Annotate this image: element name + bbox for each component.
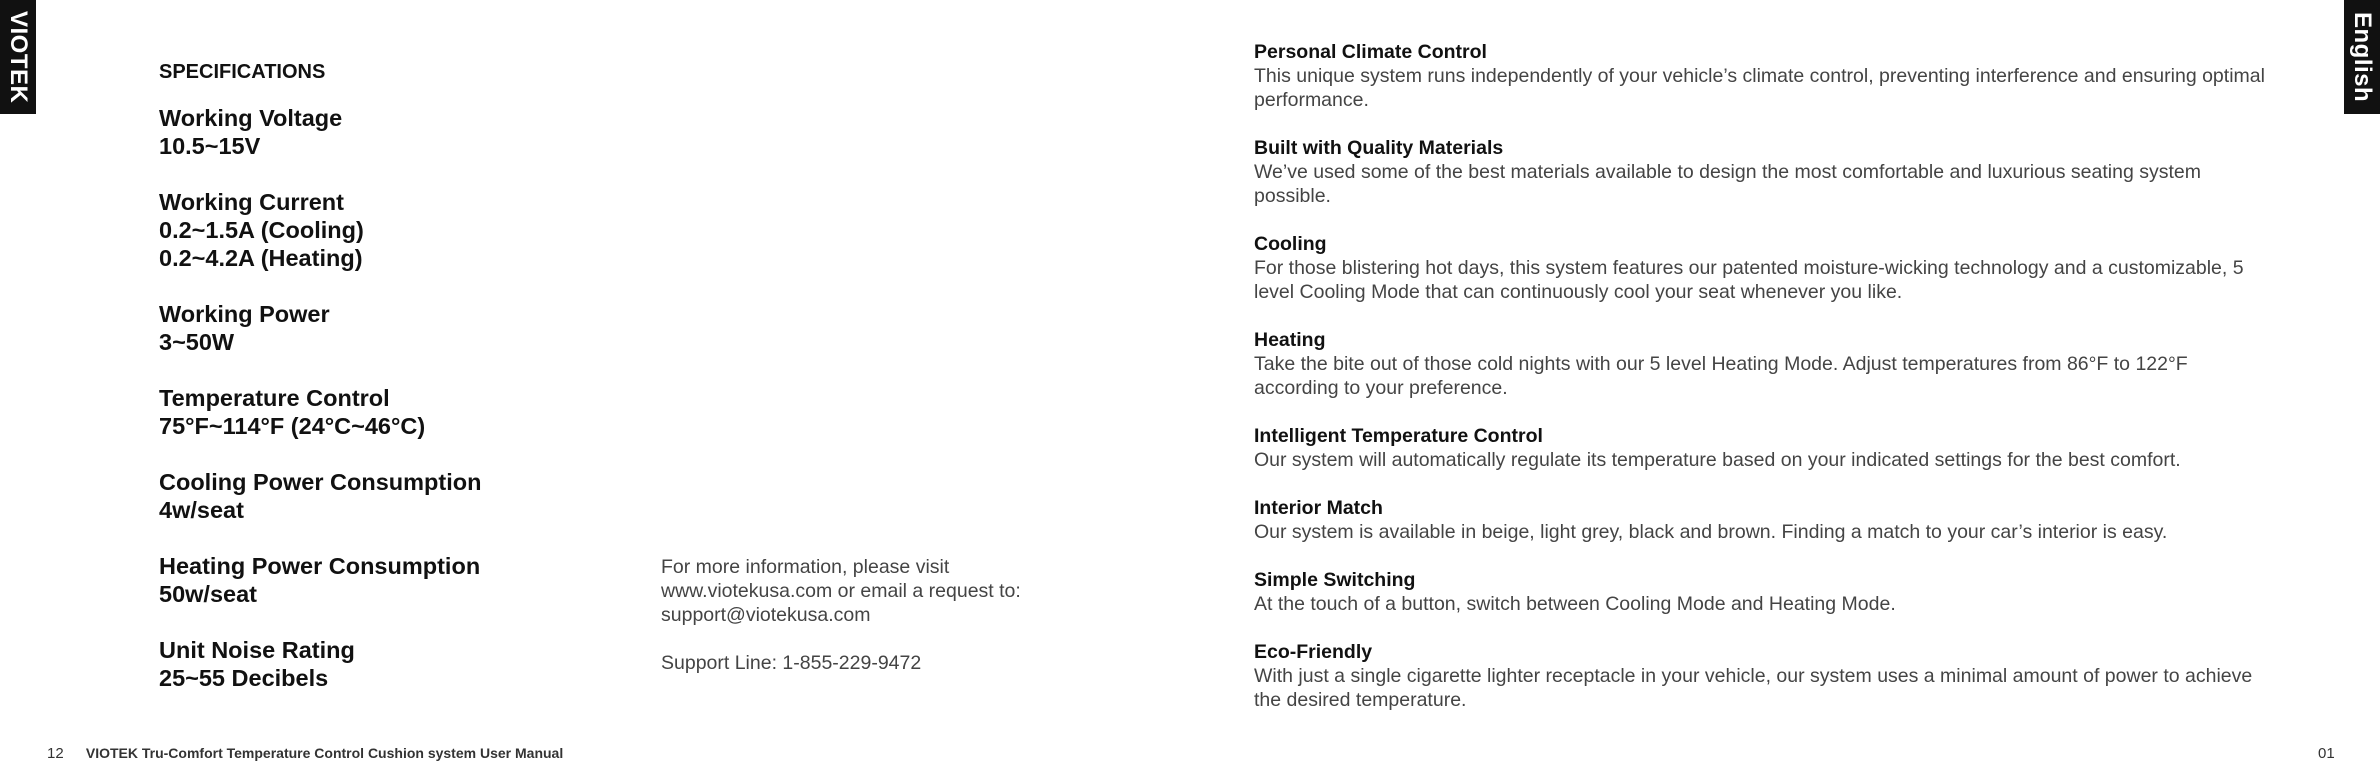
spec-value: 3~50W <box>159 329 235 355</box>
contact-website: www.viotekusa.com or email a request to: <box>661 580 1021 602</box>
feature-description: We’ve used some of the best materials available to design the most comfortable and luxurious seating system possible. <box>1254 161 2201 207</box>
spec-value: 0.2~1.5A (Cooling) <box>159 217 364 243</box>
spec-heating-power-consumption <box>159 552 639 608</box>
spec-working-current <box>159 188 639 272</box>
feature-title: Interior Match <box>1254 497 1383 519</box>
spec-label: Working Voltage <box>159 105 343 131</box>
spec-value: 10.5~15V <box>159 133 261 159</box>
feature-description: For those blistering hot days, this system features our patented moisture-wicking technology and a customizable, 5 level Cooling Mode that can continuously cool your seat whenever you like. <box>1254 257 2244 303</box>
feature-description: Our system will automatically regulate its temperature based on your indicated settings for the best comfort. <box>1254 449 2181 471</box>
contact-info <box>661 555 1061 675</box>
page-number-right: 01 <box>2318 745 2335 762</box>
feature-item <box>1254 496 2274 544</box>
features-list <box>1254 40 2274 736</box>
feature-title: Eco-Friendly <box>1254 641 1373 663</box>
feature-description: Take the bite out of those cold nights with our 5 level Heating Mode. Adjust temperatures from 86°F to 122°F according to your preference. <box>1254 353 2188 399</box>
feature-title: Personal Climate Control <box>1254 41 1487 63</box>
spec-cooling-power-consumption <box>159 468 639 524</box>
language-tab <box>2344 0 2380 114</box>
feature-description: At the touch of a button, switch between Cooling Mode and Heating Mode. <box>1254 593 1896 615</box>
feature-item <box>1254 424 2274 472</box>
language-tab-label: English <box>2349 11 2376 103</box>
contact-line: For more information, please visit <box>661 556 950 578</box>
footer-left <box>47 745 563 762</box>
feature-description: Our system is available in beige, light grey, black and brown. Finding a match to your car’s interior is easy. <box>1254 521 2168 543</box>
manual-title: VIOTEK Tru-Comfort Temperature Control Cushion system User Manual <box>85 745 564 761</box>
feature-item <box>1254 328 2274 400</box>
feature-title: Intelligent Temperature Control <box>1254 425 1543 447</box>
specifications-list <box>159 104 639 720</box>
spec-value: 4w/seat <box>159 497 244 523</box>
page-number-left: 12 <box>47 745 64 762</box>
contact-email: support@viotekusa.com <box>661 604 871 626</box>
spec-label: Working Power <box>159 301 330 327</box>
spec-value: 0.2~4.2A (Heating) <box>159 245 363 271</box>
brand-tab-label: VIOTEK <box>5 10 32 104</box>
brand-tab <box>0 0 36 114</box>
contact-spacer <box>661 627 1061 651</box>
specifications-heading: SPECIFICATIONS <box>159 61 326 83</box>
feature-description: This unique system runs independently of your vehicle’s climate control, preventing interference and ensuring optimal performance. <box>1254 65 2265 111</box>
spec-working-voltage <box>159 104 639 160</box>
feature-title: Heating <box>1254 329 1326 351</box>
spec-temperature-control <box>159 384 639 440</box>
spec-working-power <box>159 300 639 356</box>
feature-item <box>1254 568 2274 616</box>
spec-value: 75°F~114°F (24°C~46°C) <box>159 413 426 439</box>
spec-label: Temperature Control <box>159 385 390 411</box>
feature-title: Cooling <box>1254 233 1327 255</box>
support-line: Support Line: 1-855-229-9472 <box>661 652 922 674</box>
spec-value: 50w/seat <box>159 581 257 607</box>
feature-title: Simple Switching <box>1254 569 1416 591</box>
feature-item <box>1254 136 2274 208</box>
spec-label: Unit Noise Rating <box>159 637 355 663</box>
spec-label: Heating Power Consumption <box>159 553 481 579</box>
spec-unit-noise-rating <box>159 636 639 692</box>
feature-item <box>1254 40 2274 112</box>
feature-item <box>1254 232 2274 304</box>
feature-title: Built with Quality Materials <box>1254 137 1504 159</box>
spec-label: Cooling Power Consumption <box>159 469 482 495</box>
spec-value: 25~55 Decibels <box>159 665 329 691</box>
feature-item <box>1254 640 2274 712</box>
spec-label: Working Current <box>159 189 344 215</box>
feature-description: With just a single cigarette lighter receptacle in your vehicle, our system uses a minimal amount of power to achieve the desired temperature. <box>1254 665 2253 711</box>
